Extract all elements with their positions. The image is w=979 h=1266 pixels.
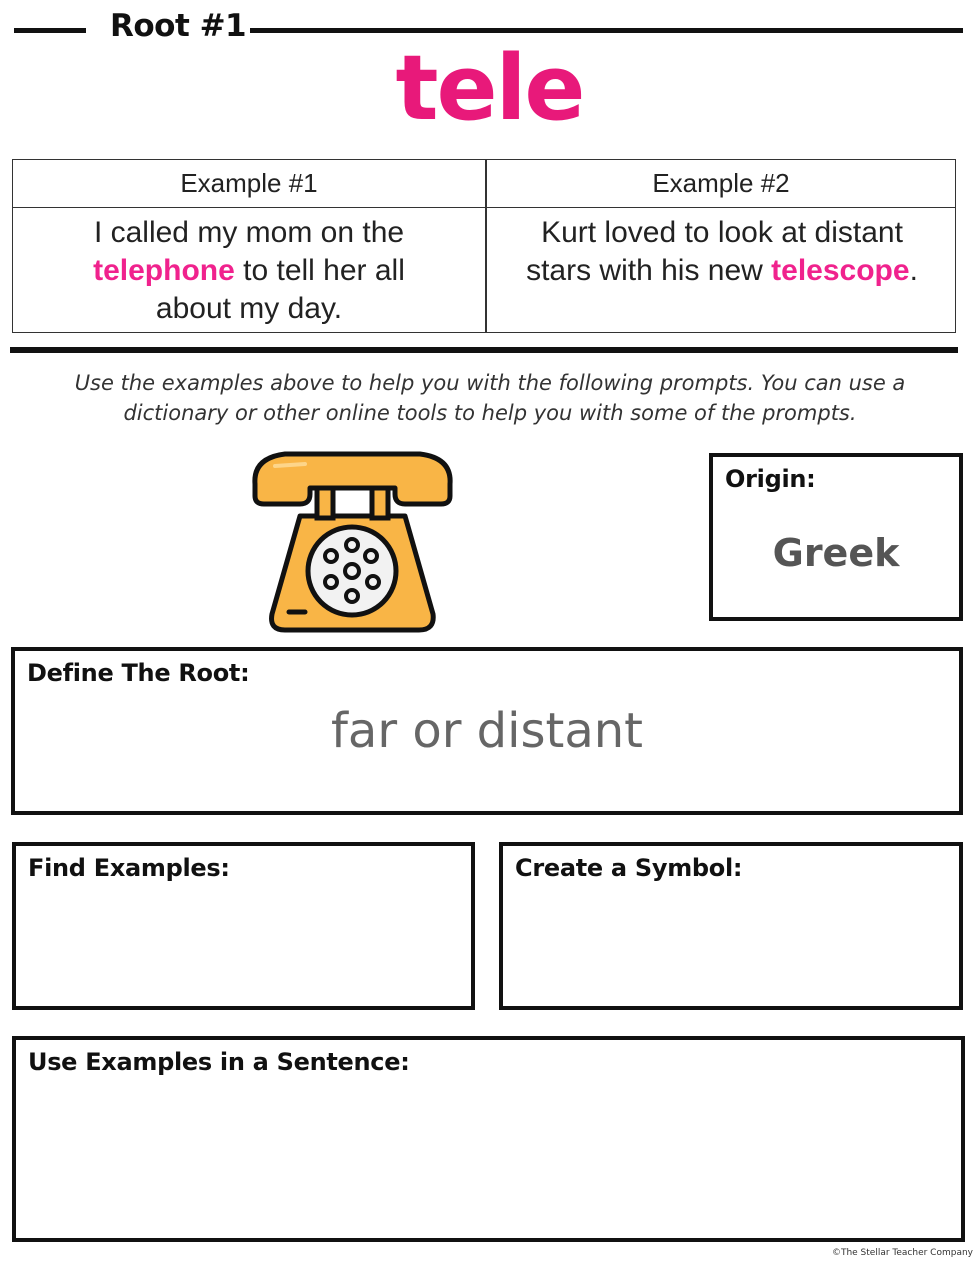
example-2-text [497,214,947,290]
copyright-notice: ©The Stellar Teacher Company [831,1248,973,1258]
example-2-header: Example #2 [652,168,790,198]
find-examples-box[interactable] [12,842,475,1010]
origin-value: Greek [772,531,900,575]
define-root-answer: far or distant [331,703,643,759]
origin-box[interactable] [709,453,963,621]
examples-table [12,159,956,333]
example-2-highlight-word: telescope [771,254,910,287]
define-root-title: Define The Root: [27,659,250,687]
header-rule-right [250,28,963,33]
example-1-after-highlight: to tell her all [234,254,405,287]
create-symbol-box[interactable] [499,842,963,1010]
define-root-box[interactable] [11,647,963,815]
telephone-icon [245,444,460,636]
example-1-line-1: I called my mom on the [93,216,405,249]
example-1-line-3: about my day. [155,292,343,325]
example-2-before-highlight: stars with his new [526,254,772,287]
root-word-title: tele [395,36,584,141]
example-1-header: Example #1 [180,168,318,198]
example-1-highlight-word: telephone [93,254,235,287]
use-in-sentence-box[interactable] [12,1036,965,1242]
instructions-text: Use the examples above to help you with the following prompts. You can use a dictionary or other online tools to help you with some of the prompts. [74,371,906,425]
header-rule-left [14,28,86,33]
example-2-line-1: Kurt loved to look at distant [541,216,903,249]
section-divider [10,347,958,353]
use-in-sentence-title: Use Examples in a Sentence: [28,1048,410,1076]
find-examples-title: Find Examples: [28,854,230,882]
origin-title: Origin: [725,465,816,493]
example-1-text [33,214,465,328]
create-symbol-title: Create a Symbol: [515,854,743,882]
example-2-after-highlight: . [909,254,918,287]
root-number-label: Root #1 [110,8,247,44]
